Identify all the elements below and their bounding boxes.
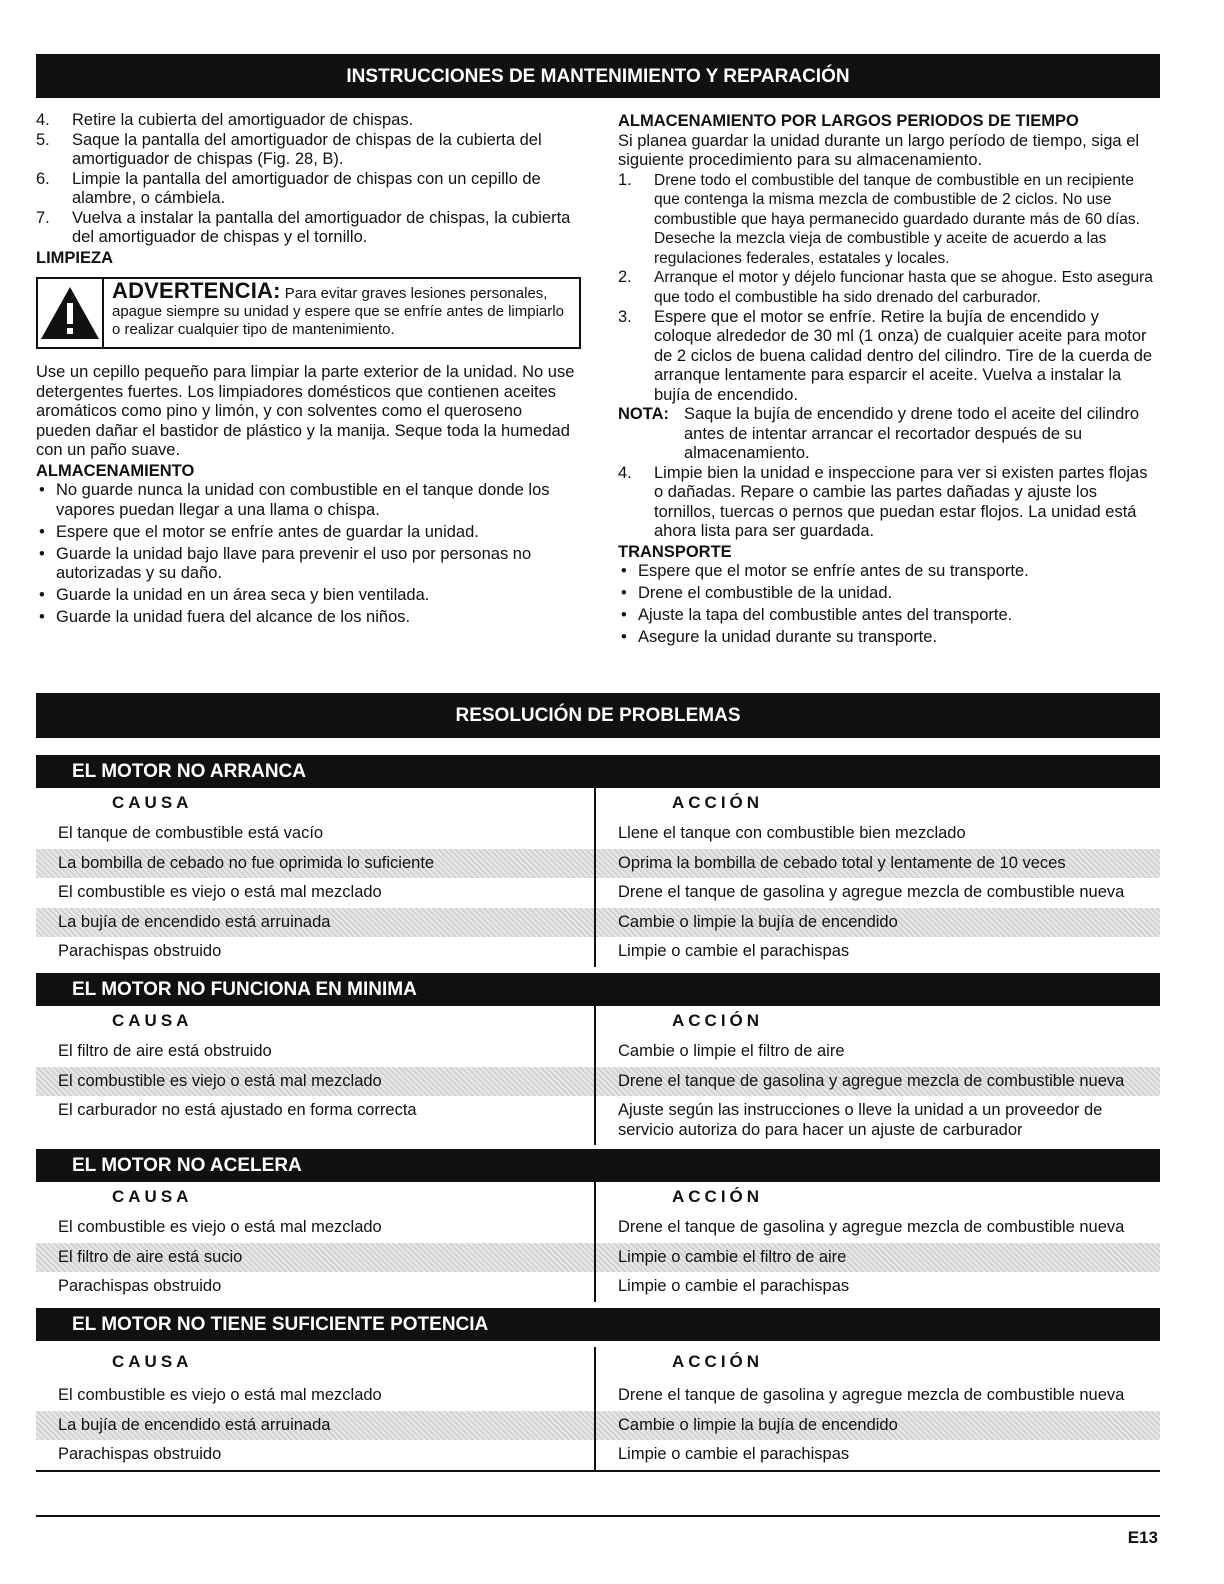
long-storage-step-4 xyxy=(618,464,1160,542)
table-row xyxy=(36,937,1160,967)
list-item: • Ajuste la tapa del combustible antes del transporte. xyxy=(618,606,1160,626)
table-row xyxy=(36,908,1160,938)
note-label: NOTA: xyxy=(618,405,670,424)
warning-icon xyxy=(38,279,104,347)
cause-cell: El carburador no está ajustado en forma correcta xyxy=(36,1096,596,1145)
action-cell: Drene el tanque de gasolina y agregue mezcla de combustible nueva xyxy=(596,1067,1160,1097)
column-headers xyxy=(36,1341,1160,1381)
step-text: Limpie bien la unidad e inspeccione para ver si existen partes flojas o dañadas. Repare o cambie las partes dañadas y ajuste los tornillos, tuercas o pernos que puedan estar flojos. La unidad está ahora lista para ser guardada. xyxy=(654,463,1148,541)
list-item: • Guarde la unidad en un área seca y bien ventilada. xyxy=(36,586,581,606)
action-header: ACCIÓN xyxy=(672,793,764,812)
step-number: 3. xyxy=(618,307,632,326)
action-cell: Limpie o cambie el parachispas xyxy=(618,1277,850,1295)
warning-title: ADVERTENCIA: xyxy=(112,278,281,303)
step-number: 4. xyxy=(36,111,50,129)
trouble-section-title: EL MOTOR NO ACELERA xyxy=(36,1149,1160,1182)
cause-header: CAUSA xyxy=(36,1182,596,1213)
table-row xyxy=(36,1037,1160,1067)
warning-text-rest: personales, apague siempre su unidad y espere que se enfríe antes de limpiarlo o realizar cualquier tipo de mantenimiento. xyxy=(112,285,564,338)
list-item: • Drene el combustible de la unidad. xyxy=(618,584,1160,604)
cause-cell: Parachispas obstruido xyxy=(36,1272,596,1302)
list-item: • Guarde la unidad bajo llave para prevenir el uso por personas no autorizadas y su daño. xyxy=(36,545,581,584)
table-row xyxy=(36,819,1160,849)
list-item xyxy=(618,464,1160,542)
column-headers xyxy=(36,788,1160,819)
table-row xyxy=(36,1096,1160,1145)
step-text: Drene todo el combustible del tanque de combustible en un recipiente que contenga la misma mezcla de combustible de 2 ciclos. No use combustible que haya permanecido guardado durante más de 60 días. Deseche la mezcla vieja de combustible y aceite de acuerdo a las regulaciones federales, estatales y locales. xyxy=(654,171,1140,267)
step-number: 5. xyxy=(36,130,50,149)
long-storage-steps xyxy=(618,171,1160,308)
list-item: • Espere que el motor se enfríe antes de su transporte. xyxy=(618,562,1160,582)
list-item: • No guarde nunca la unidad con combustible en el tanque donde los vapores puedan llegar a una llama o chispa. xyxy=(36,481,581,520)
cleaning-heading: LIMPIEZA xyxy=(36,248,113,267)
table-row xyxy=(36,1411,1160,1441)
list-item xyxy=(36,170,581,209)
cause-cell: La bujía de encendido está arruinada xyxy=(36,908,596,938)
warning-box xyxy=(36,277,581,349)
cause-cell: La bujía de encendido está arruinada xyxy=(36,1411,596,1441)
list-item: • Espere que el motor se enfríe antes de guardar la unidad. xyxy=(36,523,581,543)
trouble-section-no-accelerate xyxy=(36,1149,1160,1302)
list-item xyxy=(36,209,581,248)
action-header: ACCIÓN xyxy=(672,1187,764,1206)
cause-cell: La bombilla de cebado no fue oprimida lo suficiente xyxy=(36,849,596,879)
note xyxy=(618,405,1160,464)
table-row xyxy=(36,1213,1160,1243)
cleaning-paragraph: Use un cepillo pequeño para limpiar la parte exterior de la unidad. No use detergentes fuertes. Los limpiadores domésticos que contienen aceites aromáticos como pino y limón, y con solventes como el queroseno pueden dañar el bastidor de plástico y la manija. Seque toda la humedad con un paño suave. xyxy=(36,363,575,459)
trouble-section-title: EL MOTOR NO TIENE SUFICIENTE POTENCIA xyxy=(36,1308,1160,1341)
action-cell: Cambie o limpie la bujía de encendido xyxy=(596,1411,1160,1441)
cause-cell: El filtro de aire está sucio xyxy=(36,1243,596,1273)
list-item xyxy=(618,171,1160,269)
step-text: Limpie la pantalla del amortiguador de chispas con un cepillo de alambre, o cámbiela. xyxy=(72,169,541,207)
column-headers xyxy=(36,1182,1160,1213)
cause-cell: Parachispas obstruido xyxy=(36,1440,596,1470)
trouble-section-no-idle xyxy=(36,973,1160,1145)
cause-cell: El combustible es viejo o está mal mezclado xyxy=(36,1213,596,1243)
action-header: ACCIÓN xyxy=(672,1352,764,1371)
step-text: Retire la cubierta del amortiguador de chispas. xyxy=(72,111,414,129)
action-cell: Ajuste según las instrucciones o lleve la unidad a un proveedor de servicio autoriza do para hacer un ajuste de carburador xyxy=(618,1101,1103,1139)
footer-divider xyxy=(36,1515,1160,1517)
trouble-section-no-start xyxy=(36,755,1160,967)
action-cell: Drene el tanque de gasolina y agregue mezcla de combustible nueva xyxy=(618,1218,1125,1236)
action-cell: Llene el tanque con combustible bien mezclado xyxy=(618,824,966,842)
step-number: 1. xyxy=(618,170,632,189)
column-headers xyxy=(36,1006,1160,1037)
action-cell: Limpie o cambie el parachispas xyxy=(618,942,850,960)
step-text: Vuelva a instalar la pantalla del amortiguador de chispas, la cubierta del amortiguador de chispas y el tornillo. xyxy=(72,208,571,246)
section-header-maintenance: INSTRUCCIONES DE MANTENIMIENTO Y REPARACIÓN xyxy=(36,54,1160,98)
long-storage-intro: Si planea guardar la unidad durante un largo período de tiempo, siga el siguiente procedimiento para su almacenamiento. xyxy=(618,131,1140,169)
step-number: 4. xyxy=(618,463,632,482)
list-item xyxy=(36,131,581,170)
warning-text xyxy=(104,279,579,347)
table-row xyxy=(36,1440,1160,1470)
trouble-section-title: EL MOTOR NO FUNCIONA EN MINIMA xyxy=(36,973,1160,1006)
step-number: 2. xyxy=(618,268,632,287)
section-header-troubleshooting: RESOLUCIÓN DE PROBLEMAS xyxy=(36,693,1160,738)
storage-bullets xyxy=(36,481,581,628)
cause-cell: El combustible es viejo o está mal mezclado xyxy=(36,1067,596,1097)
list-item xyxy=(618,308,1160,406)
action-cell: Limpie o cambie el parachispas xyxy=(618,1445,850,1463)
cause-cell: Parachispas obstruido xyxy=(36,937,596,967)
table-row xyxy=(36,1272,1160,1302)
step-text: Arranque el motor y déjelo funcionar hasta que se ahogue. Esto asegura que todo el combustible ha sido drenado del carburador. xyxy=(654,269,1153,307)
cause-cell: El tanque de combustible está vacío xyxy=(36,819,596,849)
warning-text-first: Para evitar graves lesiones xyxy=(284,285,466,302)
cause-cell: El filtro de aire está obstruido xyxy=(36,1037,596,1067)
step-text: Espere que el motor se enfríe. Retire la bujía de encendido y coloque alrededor de 30 ml (1 onza) de cualquier aceite para motor de 2 ciclos de buena calidad dentro del cilindro. Tire de la cuerda de arranque lentamente para esparcir el aceite. Vuelva a instalar la bujía de encendido. xyxy=(654,307,1153,404)
cause-cell: El combustible es viejo o está mal mezclado xyxy=(36,878,596,908)
note-text: Saque la bujía de encendido y drene todo el aceite del cilindro antes de intentar arrancar el recortador después de su almacenamiento. xyxy=(684,405,1139,463)
action-cell: Oprima la bombilla de cebado total y lentamente de 10 veces xyxy=(596,849,1160,879)
transport-bullets xyxy=(618,562,1160,648)
table-row xyxy=(36,878,1160,908)
transport-heading: TRANSPORTE xyxy=(618,542,732,561)
list-item xyxy=(36,111,581,131)
long-storage-step-3 xyxy=(618,308,1160,406)
table-row xyxy=(36,849,1160,879)
list-item: • Asegure la unidad durante su transporte. xyxy=(618,628,1160,648)
table-row xyxy=(36,1067,1160,1097)
table-row xyxy=(36,1243,1160,1273)
action-cell: Cambie o limpie la bujía de encendido xyxy=(596,908,1160,938)
step-number: 6. xyxy=(36,169,50,188)
cause-header: CAUSA xyxy=(36,1347,596,1381)
spark-arrestor-steps xyxy=(36,111,581,248)
cause-cell: El combustible es viejo o está mal mezclado xyxy=(36,1381,596,1411)
action-header: ACCIÓN xyxy=(672,1011,764,1030)
trouble-section-title: EL MOTOR NO ARRANCA xyxy=(36,755,1160,788)
left-column xyxy=(36,111,581,630)
action-cell: Drene el tanque de gasolina y agregue mezcla de combustible nueva xyxy=(618,1386,1125,1404)
page-number: E13 xyxy=(1127,1528,1158,1547)
right-column xyxy=(618,111,1160,650)
step-number: 7. xyxy=(36,208,50,227)
action-cell: Limpie o cambie el filtro de aire xyxy=(596,1243,1160,1273)
list-item xyxy=(618,268,1160,307)
action-cell: Drene el tanque de gasolina y agregue mezcla de combustible nueva xyxy=(618,883,1125,901)
long-storage-heading: ALMACENAMIENTO POR LARGOS PERIODOS DE TIEMPO xyxy=(618,112,1079,130)
cause-header: CAUSA xyxy=(36,788,596,819)
cause-header: CAUSA xyxy=(36,1006,596,1037)
step-text: Saque la pantalla del amortiguador de chispas de la cubierta del amortiguador de chispas (Fig. 28, B). xyxy=(72,130,542,168)
list-item: • Guarde la unidad fuera del alcance de los niños. xyxy=(36,608,581,628)
trouble-section-low-power xyxy=(36,1308,1160,1472)
action-cell: Cambie o limpie el filtro de aire xyxy=(618,1042,845,1060)
storage-heading: ALMACENAMIENTO xyxy=(36,461,195,480)
table-row xyxy=(36,1381,1160,1411)
